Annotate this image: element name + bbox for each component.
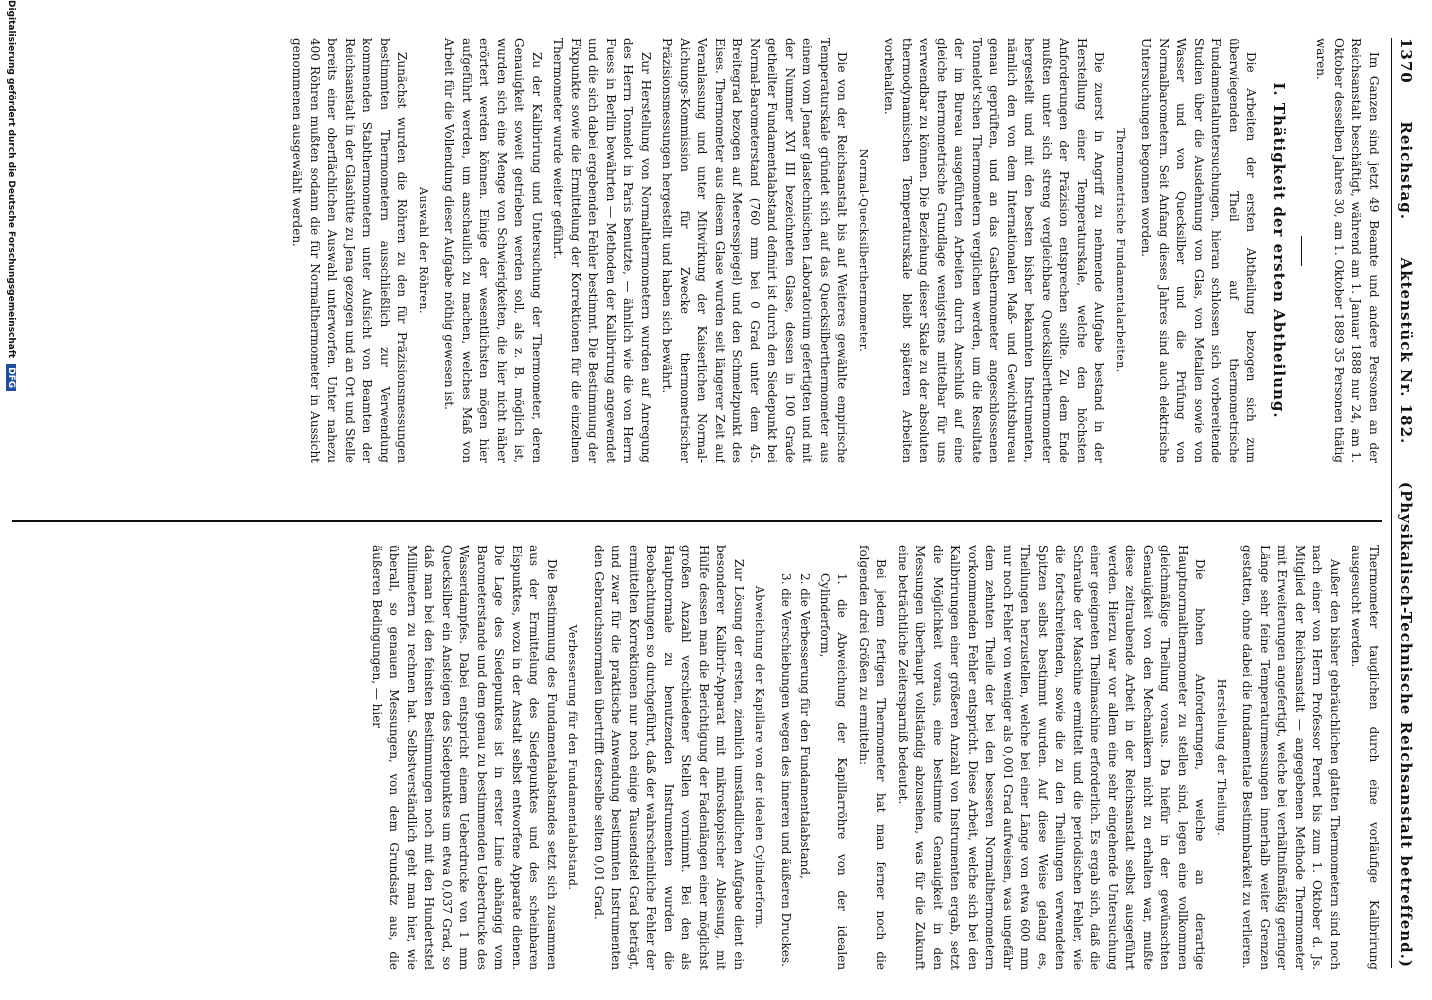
page-header — [1394, 38, 1418, 968]
subheading: Herstellung der Theilung. — [1215, 678, 1228, 837]
paragraph: Außer den bisher gebräuchlichen glatten Thermometern sind noch nach einer von Herrn Professor Pernet bis zum 1. Oktober d. Js. Mitglied der Reichsanstalt — angegebenen Methode Thermometer mit Erweiterungen angefertigt, welche bei verhältnißmäßig geringer Länge sehr feine Temperaturmessungen innerhalb weiter Grenzen gestatten, ohne dabei die fundamentale Bestimmbarkeit zu verlieren. — [1240, 545, 1342, 970]
credit-text: Digitalisierung gefördert durch die Deutsche Forschungsgemeinschaft — [6, 0, 16, 359]
paragraph: Die Bestimmung des Fundamentalabstandes setzt sich zusammen aus der Ermittelung des Siedepunktes und des scheinbaren Eispunktes, wozu in der Anstalt selbst entworfene Apparate dienen. Die Lage des Siedepunktes ist in erster Linie abhängig vom Barometerstande und dem genau zu bestimmenden Ueberdrucke des Wasserdampfes. Dabei entspricht einem Ueberdrucke von 1 mm Quecksilber ein Ansteigen des Siedepunktes um etwa 0,037 Grad, so daß man bei den feinsten Bestimmungen noch mit den Hundertstel Millimetern zu rechnen hat. Selbstverständlich geht man hier, wie überall, so genauen Messungen, von dem Grundsatz aus, die äußeren Bedingungen, — hier — [370, 545, 559, 970]
subheading: Verbesserung für den Fundamentalabstand. — [566, 624, 580, 891]
paragraph: Zunächst wurden die Röhren zu den für Präzisionsmessungen bestimmten Thermometern ausschließlich zur Verwendung kommenden Stabthermometern unter Aufsicht von Beamten der Reichsanstalt in der Glashütte zu Jena gezogen und an Ort und Stelle bereits einer oberflächlichen Auswahl unterworfen. Unter nahezu 400 Röhren mußten sodann die für Normalthermometer in Aussicht genommenen ausgewählt werden. — [290, 38, 410, 463]
intro-paragraph: Im Ganzen sind jetzt 49 Beamte und andere Personen an der Reichsanstalt beschäftigt, während am 1. Januar 1888 nur 24, am 1. Oktober desselben Jahres 30, am 1. Oktober 1889 35 Personen thätig waren. — [1314, 38, 1381, 463]
list-item: 3. die Verschiebungen wegen des inneren und äußeren Druckes. — [779, 573, 793, 967]
header-subject: (Physikalisch-Technische Reichsanstalt betreffend.) — [1397, 481, 1415, 968]
subheading: Auswahl der Röhren. — [417, 187, 430, 314]
header-rule — [1391, 38, 1392, 968]
issue-number: Aktenstück Nr. 182. — [1397, 257, 1415, 445]
subheading: Abweichung der Kapillare von der idealen Cylinderform. — [753, 585, 767, 930]
publication-name: Reichstag. — [1397, 121, 1415, 220]
digitization-credit — [2, 0, 20, 1000]
right-column — [22, 545, 1382, 970]
paragraph: Die Arbeiten der ersten Abtheilung bezogen sich zum überwiegenden Theil auf thermometrische Fundamentaluntersuchungen, hieran schlossen sich vorbereitende Studien über die Ausdehnung von Glas, von Metallen sowie von Wasser und von Quecksilber und die Prüfung von Normalbarometern. Seit Anfang dieses Jahres sind auch elektrische Untersuchungen begonnen worden. — [1139, 38, 1259, 463]
paragraph: Zur Herstellung von Normalthermometern wurden auf Anregung des Herrn Tonnelot in Paris benutzte, — ähnlich wie die von Herrn Fuess in Berlin bewährten — Methoden der Kalibrirung angewendet und die sich dabei ergebenden Fehler bestimmt. Die Bestimmung der Fixpunkte sowie die Ermittelung der Korrektionen für die einzelnen Thermometer wurde weiter geführt. — [551, 38, 653, 463]
divider — [1301, 236, 1302, 266]
left-column — [22, 38, 1382, 463]
paragraph: Thermometer tauglichen durch eine vorläufige Kalibrirung ausgesucht werden. — [1349, 545, 1381, 970]
paragraph: Die zuerst in Angriff zu nehmende Aufgabe bestand in der Herstellung einer Temperaturskale, welche den höchsten Anforderungen der Präzision entsprechen sollte. Zu dem Ende mußten unter sich streng vergleichbare Quecksilberthermometer hergestellt und mit den besten bisher bekannten Instrumenten, nämlich den von dem Internationalen Maß- und Gewichtsbureau genau geprüften, und an das Gasthermometer angeschlossenen Tonnelot'schen Thermometern verglichen werden, um die Resultate der im Bureau ausgeführten Arbeiten durch Anschluß auf eine gleiche thermometrische Grundlage wenigstens mittelbar für uns verwendbar zu können. Die Beziehung dieser Skale zu der absoluten thermodynamischen Temperaturskale bleibt späteren Arbeiten vorbehalten. — [882, 38, 1107, 463]
paragraph: Die von der Reichsanstalt bis auf Weiteres gewählte empirische Temperaturskale gründet sich auf das Quecksilberthermometer aus einem vom Jenaer glastechnischen Laboratorium gefertigten und mit der Nummer XVI III bezeichneten Glase, dessen in 100 Grade getheilter Fundamentalabstand definirt ist durch den Siedepunkt bei Normal-Barometerstand (760 mm bei 0 Grad unter dem 45. Breitegrad bezogen auf Meeresspiegel) und den Schmelzpunkt des Eises. Thermometer aus diesem Glase wurden seit längerer Zeit auf Veranlassung und unter Mitwirkung der Kaiserlichen Normal-Aichungs-Kommission für Zwecke thermometrischer Präzisionsmessungen hergestellt und haben sich bewährt. — [660, 38, 850, 463]
subheading: Normal-Quecksilberthermometer. — [857, 148, 870, 353]
paragraph: Zu der Kalibrirung und Untersuchung der Thermometer, deren Genauigkeit soweit getrieben werden soll, als z. B. möglich ist, wurden sich eine Menge von Schwierigkeiten, die hier nicht näher erörtert werden können. Einige der wesentlichsten mögen hier aufgeführt werden, um anschaulich zu machen, welches Maß von Arbeit für die Vollendung dieser Aufgabe nöthig gewesen ist. — [442, 38, 544, 463]
list-item: 1. die Abweichung der Kapillarröhre von der idealen Cylinderform, — [818, 573, 850, 970]
enumerated-list — [777, 545, 851, 970]
subheading: Thermometrische Fundamentalarbeiten. — [1114, 128, 1127, 373]
paragraph: Zur Lösung der ersten, ziemlich umständlichen Aufgabe dient ein besonderer Kalibrir-Apparat mit mikroskopischer Ablesung, mit Hülfe dessen man die Berichtigung der Fadenlängen einer möglichst großen Anzahl verschiedener Stellen vornimmt. Bei den als Hauptnormale zu benutzenden Instrumenten wurden die Beobachtungen so durchgeführt, daß der wahrscheinliche Fehler der ermittelten Korrektionen nur noch einige Tausendstel Grad beträgt, und zwar für die praktische Anwendung bestimmten Instrumenten den Gebrauchsnormalen übertrifft derselbe selten 0,01 Grad. — [592, 545, 746, 970]
list-item: 2. die Verbesserung für den Fundamentalabstand, — [798, 573, 813, 879]
section-title: I. Thätigkeit der ersten Abtheilung. — [1270, 82, 1288, 419]
paragraph: Bei jedem fertigen Thermometer hat man ferner noch die folgenden drei Größen zu ermitteln: — [857, 545, 889, 970]
dfg-logo: DFG — [6, 364, 16, 391]
column-separator — [12, 520, 1382, 522]
page-number: 1370 — [1397, 38, 1415, 84]
paragraph: Die hohen Anforderungen, welche an derartige Hauptnormalthermometer zu stellen sind, legen eine vollkommen gleichmäßige Theilung voraus. Da hiefür in der gewünschten Genauigkeit von den Mechanikern nicht zu erhalten war, mußte diese zeitraubende Arbeit in der Reichsanstalt selbst ausgeführt werden. Hierzu war vor allem eine sehr eingehende Untersuchung einer geeigneten Theilmaschine erforderlich. Es ergab sich, daß die Schraube der Maschine ermittelt und die periodischen Fehler, wie die fortschreitenden, sowie die zu den Theilungen verwendeten Spitzen selbst bestimmt wurden. Auf diese Weise gelang es, Theilungen herzustellen, welche bei einer Länge von etwa 600 mm nur noch Fehler von weniger als 0,001 Grad aufweisen, was ungefähr dem zehnten Theile der bei den besseren Normalthermometern vorkommenden Fehler entspricht. Diese Arbeit, welche sich bei den Kalibrirungen einer größeren Anzahl von Instrumenten ergab, setzt die Möglichkeit voraus, eine bestimmte Genauigkeit in den Messungen überhaupt vollständig abzusehen, was für die Zukunft eine beträchtliche Zeitersparniß bedeutet. — [896, 545, 1208, 970]
